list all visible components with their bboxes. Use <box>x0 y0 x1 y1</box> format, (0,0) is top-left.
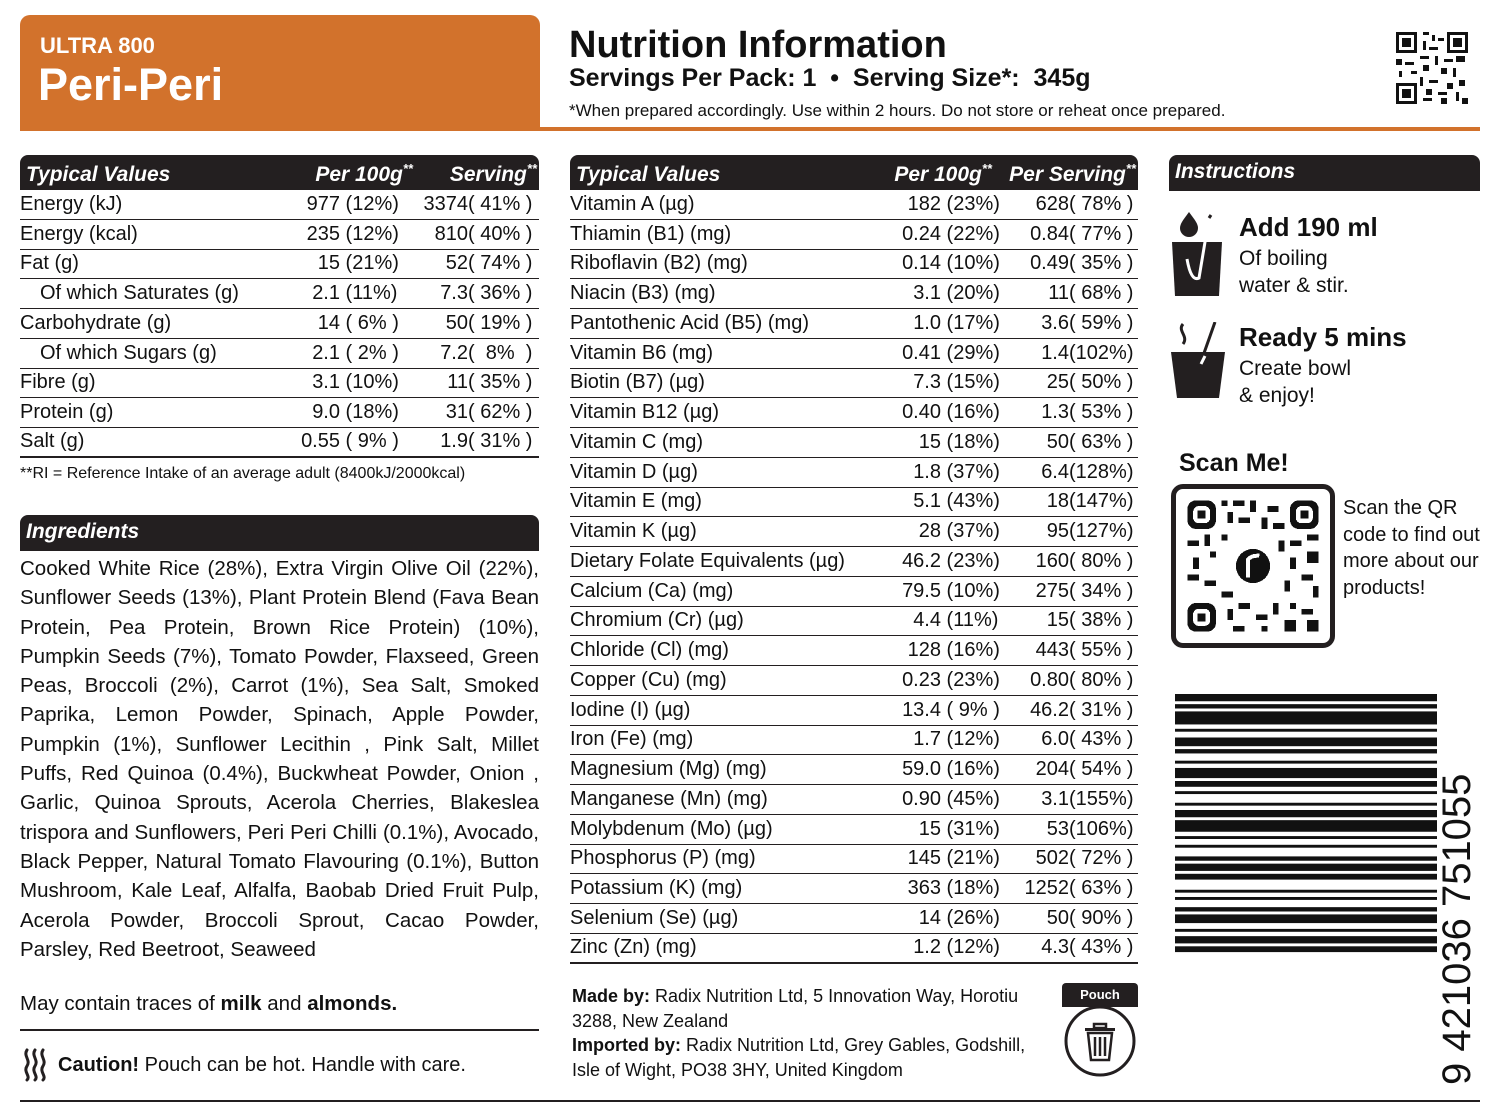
caution-label: Caution! <box>58 1053 140 1076</box>
allergen-warning: May contain traces of milk and almonds. <box>20 992 398 1015</box>
table-row <box>570 755 1138 785</box>
per-serving-ri-percent: (127%) <box>1069 520 1134 543</box>
nutrient-name: Fibre (g) <box>20 371 96 394</box>
table-row <box>570 785 1138 815</box>
nutrient-name: Dietary Folate Equivalents (µg) <box>570 549 845 572</box>
per-serving-ri-percent: ( 80% ) <box>1069 549 1134 572</box>
table-row <box>20 398 539 428</box>
per-serving-ri-percent: ( 41% ) <box>468 192 533 215</box>
per-100g-ri-percent: (10%) <box>941 579 1000 602</box>
instructions-heading: Instructions <box>1169 155 1480 191</box>
table-row <box>570 666 1138 696</box>
per-100g-ri-percent: (23%) <box>941 192 1000 215</box>
per-serving-ri-percent: ( 63% ) <box>1069 877 1134 900</box>
table-row <box>570 577 1138 607</box>
nutrient-name: Of which Sugars (g) <box>40 341 217 364</box>
barcode-bar <box>1175 907 1437 911</box>
nutrient-name: Chromium (Cr) (µg) <box>570 609 744 632</box>
table-row <box>570 339 1138 369</box>
per-serving-ri-percent: ( 90% ) <box>1069 906 1134 929</box>
per-100g-ri-percent: (37%) <box>941 460 1000 483</box>
preparation-note: *When prepared accordingly. Use within 2 hours. Do not store or reheat once prepared. <box>569 101 1226 120</box>
per-serving-value: 3374 <box>423 192 468 215</box>
per-serving-ri-percent: ( 40% ) <box>468 222 533 245</box>
per-100g-value: 7.3 <box>913 371 941 394</box>
barcode-bar <box>1175 810 1437 817</box>
company-info <box>572 984 1042 1082</box>
per-100g-value: 1.7 <box>913 728 941 751</box>
nutrient-name: Vitamin K (µg) <box>570 520 697 543</box>
per-serving-value: 50 <box>445 311 468 334</box>
table-row <box>20 369 539 399</box>
barcode-bar <box>1175 803 1437 806</box>
nutrient-name: Biotin (B7) (µg) <box>570 371 705 394</box>
imported-by: Imported by: Radix Nutrition Ltd, Grey Gables, Godshill, Isle of Wight, PO38 3HY, United Kingdom <box>572 1035 1026 1080</box>
servings-info: Servings Per Pack: 1 • Serving Size*: 345g <box>569 64 1091 92</box>
per-100g-ri-percent: (17%) <box>941 311 1000 334</box>
nutrient-name: Vitamin C (mg) <box>570 430 703 453</box>
step-title: Add 190 ml <box>1239 212 1378 242</box>
table-row <box>570 398 1138 428</box>
barcode-bar <box>1175 729 1437 732</box>
per-100g-ri-percent: (16%) <box>941 758 1000 781</box>
per-100g-ri-percent: (37%) <box>941 520 1000 543</box>
per-100g-ri-percent: ( 6% ) <box>340 311 399 334</box>
nutrient-name: Molybdenum (Mo) (µg) <box>570 817 773 840</box>
step-description: Create bowl & enjoy! <box>1239 357 1352 407</box>
per-serving-value: 1.3 <box>1041 401 1069 424</box>
per-100g-value: 977 <box>306 192 340 215</box>
nutrient-name: Of which Saturates (g) <box>40 282 239 305</box>
per-serving-value: 1252 <box>1024 877 1069 900</box>
per-serving-ri-percent: ( 77% ) <box>1069 222 1134 245</box>
per-100g-ri-percent: (12%) <box>941 728 1000 751</box>
barcode-bar <box>1175 836 1437 839</box>
per-serving-ri-percent: ( 19% ) <box>468 311 533 334</box>
per-100g-value: 2.1 <box>312 341 340 364</box>
per-100g-ri-percent: (29%) <box>941 341 1000 364</box>
nutrient-name: Manganese (Mn) (mg) <box>570 787 768 810</box>
table-row <box>20 190 539 220</box>
per-serving-ri-percent: ( 54% ) <box>1069 758 1134 781</box>
per-serving-ri-percent: ( 35% ) <box>468 371 533 394</box>
barcode-bar <box>1175 749 1437 753</box>
reference-intake-note: **RI = Reference Intake of an average adult (8400kJ/2000kcal) <box>20 465 466 482</box>
per-100g-ri-percent: (43%) <box>941 490 1000 513</box>
per-100g-ri-percent: (12%) <box>340 222 399 245</box>
per-serving-value: 628 <box>1035 192 1069 215</box>
barcode-digits: 9 421036 751055 <box>1435 773 1479 1085</box>
product-qr-code[interactable] <box>1171 484 1335 648</box>
table-row <box>570 607 1138 637</box>
table-row <box>570 309 1138 339</box>
per-serving-value: 53 <box>1046 817 1069 840</box>
per-100g-value: 1.8 <box>913 460 941 483</box>
table-row <box>570 547 1138 577</box>
per-100g-ri-percent: (21%) <box>941 847 1000 870</box>
per-100g-value: 0.90 <box>902 787 941 810</box>
trash-bin-icon <box>1062 1003 1138 1079</box>
per-serving-value: 46.2 <box>1030 698 1069 721</box>
barcode-bar <box>1175 864 1437 871</box>
per-serving-value: 810 <box>434 222 468 245</box>
step-description: Of boiling water & stir. <box>1239 247 1349 297</box>
per-serving-ri-percent: (106%) <box>1069 817 1134 840</box>
nutrient-name: Niacin (B3) (mg) <box>570 282 716 305</box>
step-title: Ready 5 mins <box>1239 322 1407 352</box>
barcode <box>1175 690 1480 1090</box>
caution-text: Pouch can be hot. Handle with care. <box>139 1053 466 1076</box>
pouch-label: Pouch <box>1062 983 1138 1007</box>
barcode-bar <box>1175 704 1437 708</box>
per-100g-ri-percent: (16%) <box>941 401 1000 424</box>
per-100g-ri-percent: (18%) <box>340 401 399 424</box>
qr-code-icon <box>1176 489 1330 643</box>
made-by: Made by: Radix Nutrition Ltd, 5 Innovation Way, Horotiu 3288, New Zealand <box>572 986 1019 1031</box>
table-row <box>570 488 1138 518</box>
nutrient-name: Phosphorus (P) (mg) <box>570 847 756 870</box>
per-100g-value: 1.0 <box>913 311 941 334</box>
per-serving-value: 50 <box>1046 906 1069 929</box>
table-row <box>570 845 1138 875</box>
per-serving-ri-percent: ( 62% ) <box>468 401 533 424</box>
small-qr-code-icon <box>1396 32 1468 104</box>
per-100g-value: 15 <box>918 817 941 840</box>
per-100g-value: 0.55 <box>301 430 340 453</box>
barcode-bar <box>1175 791 1437 794</box>
header-per-100g: Per 100g** <box>315 161 413 186</box>
per-serving-ri-percent: ( 80% ) <box>1069 668 1134 691</box>
table-row <box>20 309 539 339</box>
header-typical-values: Typical Values <box>576 163 721 186</box>
per-serving-value: 95 <box>1046 520 1069 543</box>
barcode-bar <box>1175 761 1437 764</box>
ingredients-heading: Ingredients <box>20 515 539 551</box>
barcode-bar <box>1175 694 1437 701</box>
per-100g-value: 28 <box>918 520 941 543</box>
bottom-divider <box>20 1100 1480 1102</box>
table-row <box>570 874 1138 904</box>
cup-pour-water-icon <box>1169 212 1229 302</box>
per-100g-value: 145 <box>907 847 941 870</box>
per-serving-value: 6.0 <box>1041 728 1069 751</box>
nutrient-name: Potassium (K) (mg) <box>570 877 743 900</box>
per-serving-value: 15 <box>1046 609 1069 632</box>
per-serving-value: 50 <box>1046 430 1069 453</box>
nutrient-name: Chloride (Cl) (mg) <box>570 639 729 662</box>
per-serving-value: 31 <box>445 401 468 424</box>
table-row <box>570 458 1138 488</box>
per-serving-ri-percent: ( 50% ) <box>1069 371 1134 394</box>
table-header <box>20 137 539 190</box>
per-100g-value: 0.24 <box>902 222 941 245</box>
per-serving-value: 204 <box>1035 758 1069 781</box>
nutrient-name: Carbohydrate (g) <box>20 311 172 334</box>
nutrient-name: Vitamin B12 (µg) <box>570 401 719 424</box>
table-row <box>570 220 1138 250</box>
barcode-bar <box>1175 914 1437 923</box>
header-divider <box>20 127 1480 131</box>
per-100g-ri-percent: (11%) <box>340 282 398 305</box>
per-100g-value: 0.23 <box>902 668 941 691</box>
table-row <box>20 428 539 458</box>
per-serving-ri-percent: (128%) <box>1069 460 1134 483</box>
nutrient-name: Energy (kcal) <box>20 222 138 245</box>
per-serving-ri-percent: ( 78% ) <box>1069 192 1134 215</box>
per-serving-ri-percent: (155%) <box>1069 787 1134 810</box>
per-100g-ri-percent: (21%) <box>340 252 399 275</box>
header-typical-values: Typical Values <box>26 163 171 186</box>
per-serving-value: 7.3 <box>440 282 468 305</box>
per-serving-ri-percent: ( 43% ) <box>1069 728 1134 751</box>
per-serving-value: 18 <box>1046 490 1069 513</box>
heat-waves-icon <box>22 1048 48 1082</box>
per-serving-ri-percent: ( 74% ) <box>468 252 533 275</box>
nutrient-name: Energy (kJ) <box>20 192 123 215</box>
per-serving-value: 4.3 <box>1041 936 1069 959</box>
barcode-bar <box>1175 856 1437 860</box>
table-row <box>570 904 1138 934</box>
per-serving-value: 11 <box>447 371 468 394</box>
nutrient-name: Thiamin (B1) (mg) <box>570 222 732 245</box>
product-flavour: Peri-Peri <box>38 59 224 110</box>
per-100g-value: 14 <box>317 311 340 334</box>
table-row <box>570 190 1138 220</box>
table-row <box>20 339 539 369</box>
barcode-bar <box>1175 738 1437 747</box>
table-row <box>570 696 1138 726</box>
per-serving-value: 443 <box>1035 639 1069 662</box>
per-serving-ri-percent: ( 38% ) <box>1069 609 1134 632</box>
per-serving-value: 275 <box>1035 579 1069 602</box>
ingredients-divider <box>20 1029 539 1031</box>
barcode-bar <box>1175 820 1437 832</box>
per-100g-value: 3.1 <box>312 371 340 394</box>
per-100g-ri-percent: (18%) <box>941 877 1000 900</box>
barcode-bar <box>1175 897 1437 900</box>
per-serving-value: 52 <box>445 252 468 275</box>
nutrient-name: Riboflavin (B2) (mg) <box>570 252 748 275</box>
per-serving-ri-percent: ( 55% ) <box>1069 639 1134 662</box>
table-row <box>570 279 1138 309</box>
macro-nutrition-table <box>20 137 539 458</box>
per-100g-value: 15 <box>918 430 941 453</box>
per-100g-ri-percent: (15%) <box>941 371 1000 394</box>
per-100g-ri-percent: ( 2% ) <box>340 341 399 364</box>
per-serving-ri-percent: ( 36% ) <box>468 282 533 305</box>
per-serving-value: 6.4 <box>1041 460 1069 483</box>
per-100g-ri-percent: (20%) <box>941 282 1000 305</box>
per-serving-value: 502 <box>1035 847 1069 870</box>
per-serving-ri-percent: ( 63% ) <box>1069 430 1134 453</box>
per-serving-value: 160 <box>1035 549 1069 572</box>
brand-banner <box>20 15 540 131</box>
per-100g-value: 128 <box>907 639 941 662</box>
per-serving-ri-percent: ( 43% ) <box>1069 936 1134 959</box>
header-per-serving: Per Serving** <box>449 137 537 186</box>
nutrient-name: Magnesium (Mg) (mg) <box>570 758 767 781</box>
table-row <box>570 636 1138 666</box>
nutrient-name: Copper (Cu) (mg) <box>570 668 727 691</box>
per-serving-value: 3.1 <box>1041 787 1069 810</box>
per-serving-ri-percent: ( 59% ) <box>1069 311 1134 334</box>
table-row <box>20 279 539 309</box>
nutrient-name: Vitamin E (mg) <box>570 490 702 513</box>
barcode-bar <box>1175 781 1437 787</box>
per-100g-value: 9.0 <box>312 401 340 424</box>
table-row <box>20 220 539 250</box>
per-serving-value: 25 <box>1046 371 1069 394</box>
per-100g-value: 15 <box>317 252 340 275</box>
nutrient-name: Protein (g) <box>20 401 114 424</box>
per-100g-ri-percent: ( 9% ) <box>340 430 399 453</box>
per-100g-value: 182 <box>907 192 941 215</box>
per-100g-value: 0.40 <box>902 401 941 424</box>
nutrient-name: Calcium (Ca) (mg) <box>570 579 734 602</box>
per-serving-value: 0.80 <box>1030 668 1069 691</box>
header-per-100g: Per 100g** <box>894 161 992 186</box>
per-100g-value: 1.2 <box>913 936 941 959</box>
per-serving-ri-percent: ( 8% ) <box>468 341 533 364</box>
barcode-bar <box>1175 768 1437 778</box>
per-serving-value: 3.6 <box>1041 311 1069 334</box>
nutrient-name: Pantothenic Acid (B5) (mg) <box>570 311 809 334</box>
per-serving-ri-percent: ( 68% ) <box>1069 282 1134 305</box>
barcode-bar <box>1175 874 1437 880</box>
per-serving-value: 1.9 <box>440 430 468 453</box>
per-serving-value: 7.2 <box>440 341 468 364</box>
per-100g-ri-percent: (18%) <box>941 430 1000 453</box>
per-100g-value: 0.41 <box>902 341 941 364</box>
per-serving-value: 0.84 <box>1030 222 1069 245</box>
per-serving-value: 11 <box>1048 282 1069 305</box>
table-row <box>570 428 1138 458</box>
per-serving-ri-percent: (102%) <box>1069 341 1134 364</box>
per-100g-ri-percent: (23%) <box>941 668 1000 691</box>
table-row <box>570 517 1138 547</box>
table-row <box>570 250 1138 280</box>
per-100g-value: 13.4 <box>902 698 941 721</box>
per-serving-value: 1.4 <box>1041 341 1069 364</box>
per-serving-ri-percent: ( 53% ) <box>1069 401 1134 424</box>
per-100g-ri-percent: (23%) <box>941 549 1000 572</box>
per-serving-ri-percent: (147%) <box>1069 490 1134 513</box>
table-header <box>570 155 1138 190</box>
per-serving-ri-percent: ( 34% ) <box>1069 579 1134 602</box>
table-row <box>570 934 1138 964</box>
barcode-bar <box>1175 890 1437 893</box>
per-serving-ri-percent: ( 31% ) <box>1069 698 1134 721</box>
product-line: ULTRA 800 <box>40 33 155 58</box>
per-100g-value: 235 <box>306 222 340 245</box>
per-serving-value: 0.49 <box>1030 252 1069 275</box>
nutrient-name: Zinc (Zn) (mg) <box>570 936 697 959</box>
per-100g-ri-percent: (12%) <box>340 192 399 215</box>
table-row <box>570 369 1138 399</box>
per-100g-value: 2.1 <box>312 282 340 305</box>
nutrient-name: Vitamin B6 (mg) <box>570 341 714 364</box>
table-row <box>570 815 1138 845</box>
nutrient-name: Vitamin A (µg) <box>570 192 695 215</box>
caution-notice <box>22 1048 466 1082</box>
per-100g-value: 4.4 <box>913 609 941 632</box>
header-per-serving: Per Serving** <box>1009 161 1136 186</box>
ingredients-text: Cooked White Rice (28%), Extra Virgin Olive Oil (22%), Sunflower Seeds (13%), Plant Protein Blend (Fava Bean Protein, Pea Protein, Brown Rice Protein) (10%), Pumpkin Seeds (7%), Tomato Powder, Flaxseed, Green Peas, Broccoli (2%), Carrot (1%), Sea Salt, Smoked Paprika, Lemon Powder, Spinach, Apple Powder, Pumpkin (1%), Sunflower Lecithin , Pink Salt, Millet Puffs, Red Quinoa (0.4%), Buckwheat Powder, Onion , Garlic, Quinoa Sprouts, Acerola Cherries, Blakeslea trispora and Sunflowers, Peri Peri Chilli (0.1%), Avocado, Black Pepper, Natural Tomato Flavouring (0.1%), Button Mushroom, Kale Leaf, Alfalfa, Baobab Dried Fruit Pulp, Acerola Powder, Broccoli Sprout, Cacao Powder, Parsley, Red Beetroot, Seaweed <box>20 557 539 961</box>
barcode-bar <box>1175 929 1437 932</box>
per-100g-value: 14 <box>918 906 941 929</box>
table-row <box>570 726 1138 756</box>
barcode-bar <box>1175 946 1437 952</box>
per-100g-ri-percent: (11%) <box>941 609 999 632</box>
nutrient-name: Iodine (I) (µg) <box>570 698 691 721</box>
barcode-bar <box>1175 711 1437 724</box>
barcode-bars <box>1175 694 1437 952</box>
per-100g-value: 46.2 <box>902 549 941 572</box>
nutrient-name: Vitamin D (µg) <box>570 460 698 483</box>
per-100g-ri-percent: (22%) <box>941 222 1000 245</box>
per-100g-ri-percent: (10%) <box>340 371 399 394</box>
per-serving-ri-percent: ( 35% ) <box>1069 252 1134 275</box>
per-100g-value: 3.1 <box>913 282 941 305</box>
barcode-bar <box>1175 845 1437 848</box>
nutrient-name: Salt (g) <box>20 430 85 453</box>
pouch-recycling-badge <box>1062 983 1138 1079</box>
per-100g-value: 5.1 <box>913 490 941 513</box>
per-serving-ri-percent: ( 31% ) <box>468 430 533 453</box>
nutrient-name: Fat (g) <box>20 252 79 275</box>
barcode-bar <box>1175 936 1437 943</box>
nutrient-name: Iron (Fe) (mg) <box>570 728 694 751</box>
per-100g-value: 363 <box>907 877 941 900</box>
per-100g-ri-percent: (31%) <box>941 817 1000 840</box>
per-100g-ri-percent: (16%) <box>941 639 1000 662</box>
scan-me-title: Scan Me! <box>1179 449 1289 477</box>
per-100g-value: 0.14 <box>902 252 941 275</box>
per-100g-ri-percent: (26%) <box>941 906 1000 929</box>
table-row <box>20 250 539 280</box>
per-100g-ri-percent: (45%) <box>941 787 1000 810</box>
per-100g-ri-percent: ( 9% ) <box>941 698 1000 721</box>
per-100g-ri-percent: (10%) <box>941 252 1000 275</box>
nutrition-title: Nutrition Information <box>569 24 947 66</box>
micronutrient-table <box>570 155 1138 964</box>
per-100g-ri-percent: (12%) <box>941 936 1000 959</box>
per-100g-value: 59.0 <box>902 758 941 781</box>
per-100g-value: 79.5 <box>902 579 941 602</box>
per-serving-ri-percent: ( 72% ) <box>1069 847 1134 870</box>
steaming-bowl-icon <box>1169 322 1229 402</box>
scan-instructions-text: Scan the QR code to find out more about our products! <box>1343 497 1480 599</box>
nutrient-name: Selenium (Se) (µg) <box>570 906 739 929</box>
